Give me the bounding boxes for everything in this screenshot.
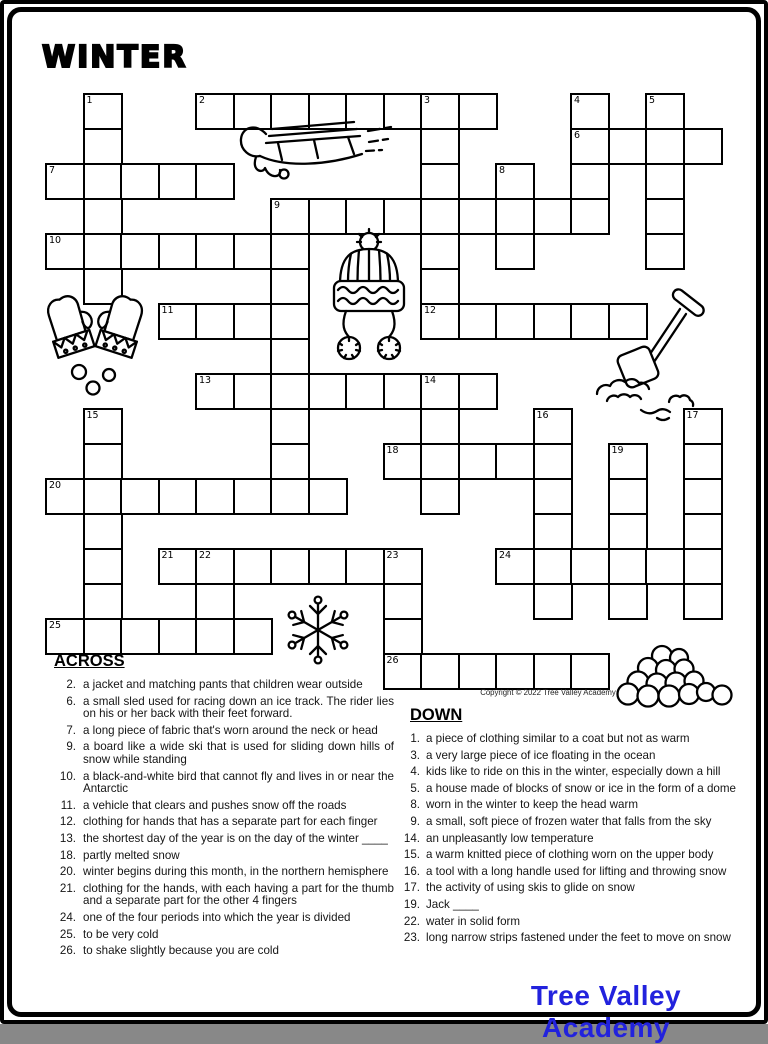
cell-number: 8 [499,164,506,176]
grid-cell[interactable] [195,163,235,201]
grid-cell[interactable] [683,443,723,481]
grid-cell[interactable] [533,513,573,551]
clue-text: a tool with a long handle used for lifting and throwing snow [426,864,727,878]
clue-item [50,945,394,958]
grid-cell[interactable] [83,268,123,306]
grid-cell[interactable] [383,93,423,131]
clue-text: winter begins during this month, in the northern hemisphere [83,865,389,879]
grid-cell[interactable] [458,93,498,131]
grid-cell[interactable] [270,478,310,516]
clue-item [50,929,394,942]
clue-number: 10. [59,769,76,783]
grid-cell[interactable] [608,128,648,166]
copyright-text: Copyright © 2022 Tree Valley Academy [480,688,616,697]
grid-cell[interactable] [195,583,235,621]
clue-item [50,741,394,766]
clue-number: 24. [59,910,76,924]
grid-cell[interactable] [645,163,685,201]
grid-cell[interactable] [570,93,610,131]
grid-cell[interactable] [645,93,685,131]
clue-number: 20. [59,865,76,879]
across-clue-list [50,679,394,958]
grid-cell[interactable] [645,548,685,586]
grid-cell[interactable] [608,478,648,516]
clue-number: 6. [66,694,76,708]
grid-cell[interactable] [683,128,723,166]
grid-cell[interactable] [233,478,273,516]
clue-item [398,799,762,812]
grid-cell[interactable] [345,548,385,586]
grid-cell[interactable] [233,303,273,341]
grid-cell[interactable] [158,478,198,516]
grid-cell[interactable] [45,163,85,201]
grid-cell[interactable] [383,198,423,236]
grid-cell[interactable] [495,163,535,201]
grid-cell[interactable] [83,548,123,586]
cell-number: 2 [199,94,206,106]
grid-cell[interactable] [233,233,273,271]
grid-cell[interactable] [195,548,235,586]
grid-cell[interactable] [458,443,498,481]
cell-number: 21 [161,549,174,561]
down-clue-list [398,733,762,945]
grid-cell[interactable] [495,198,535,236]
grid-cell[interactable] [533,653,573,691]
grid-cell[interactable] [383,548,423,586]
cell-number: 23 [386,549,399,561]
clue-text: a small, soft piece of frozen water that falls from the sky [426,814,712,828]
clue-number: 11. [60,798,76,812]
clue-number: 12. [59,815,76,829]
grid-cell[interactable] [683,548,723,586]
cell-number: 14 [424,374,437,386]
clue-text: a black-and-white bird that cannot fly and lives in or near the Antarctic [83,769,394,796]
grid-cell[interactable] [683,583,723,621]
grid-cell[interactable] [120,478,160,516]
grid-cell[interactable] [45,233,85,271]
clue-number: 22. [403,914,420,928]
across-clues-section [50,652,394,962]
grid-cell[interactable] [45,478,85,516]
clue-text: the activity of using skis to glide on snow [426,881,635,895]
cell-number: 6 [574,129,581,141]
clue-text: water in solid form [426,914,521,928]
clue-text: worn in the winter to keep the head warm [426,798,639,812]
grid-cell[interactable] [420,443,460,481]
grid-cell[interactable] [495,653,535,691]
cell-number: 18 [386,444,399,456]
cell-number: 9 [274,199,281,211]
grid-cell[interactable] [270,408,310,446]
cell-number: 1 [86,94,93,106]
grid-cell[interactable] [533,303,573,341]
cell-number: 11 [161,304,174,316]
grid-cell[interactable] [458,303,498,341]
grid-cell[interactable] [458,373,498,411]
grid-cell[interactable] [270,338,310,376]
grid-cell[interactable] [83,478,123,516]
grid-cell[interactable] [570,303,610,341]
clue-number: 8. [410,798,420,812]
clue-text: a house made of blocks of snow or ice in the form of a dome [426,781,736,795]
down-clues-section [398,706,762,949]
brand-footer: Tree Valley Academy [530,980,682,1043]
grid-cell[interactable] [420,198,460,236]
grid-cell[interactable] [420,303,460,341]
grid-cell[interactable] [420,163,460,201]
grid-cell[interactable] [233,548,273,586]
cell-number: 4 [574,94,581,106]
grid-cell[interactable] [270,443,310,481]
grid-cell[interactable] [495,303,535,341]
clue-text: partly melted snow [83,848,180,862]
clue-number: 9. [410,814,420,828]
grid-cell[interactable] [495,443,535,481]
clue-item [50,696,394,721]
page-title: WINTER [42,40,188,75]
grid-cell[interactable] [533,198,573,236]
grid-cell[interactable] [458,198,498,236]
clue-number: 21. [59,881,76,895]
clue-text: a very large piece of ice floating in the ocean [426,748,656,762]
grid-cell[interactable] [683,478,723,516]
grid-cell[interactable] [308,373,348,411]
clue-text: a long piece of fabric that's worn around the neck or head [83,723,378,737]
grid-cell[interactable] [308,548,348,586]
clue-number: 9. [66,740,76,754]
cell-number: 17 [686,409,699,421]
grid-cell[interactable] [308,478,348,516]
clue-item [50,816,394,829]
grid-cell[interactable] [533,583,573,621]
cell-number: 16 [536,409,549,421]
clue-text: a jacket and matching pants that children wear outside [83,678,363,691]
grid-cell[interactable] [645,128,685,166]
grid-cell[interactable] [83,93,123,131]
grid-cell[interactable] [158,303,198,341]
clue-number: 19. [403,897,420,911]
grid-cell[interactable] [195,93,235,131]
clue-item [50,725,394,738]
grid-cell[interactable] [83,128,123,166]
clue-number: 17. [403,881,420,895]
grid-cell[interactable] [270,268,310,306]
clue-number: 1. [410,732,420,745]
grid-cell[interactable] [233,373,273,411]
grid-cell[interactable] [495,548,535,586]
grid-cell[interactable] [270,548,310,586]
cell-number: 22 [199,549,212,561]
grid-cell[interactable] [533,443,573,481]
cell-number: 13 [199,374,212,386]
clue-item [398,833,762,846]
grid-cell[interactable] [83,443,123,481]
grid-cell[interactable] [420,233,460,271]
clue-item [50,833,394,846]
clue-item [398,866,762,879]
clue-number: 18. [59,848,76,862]
grid-cell[interactable] [158,233,198,271]
clue-item [398,916,762,929]
grid-cell[interactable] [420,653,460,691]
grid-cell[interactable] [570,128,610,166]
clue-number: 7. [66,723,76,737]
grid-cell[interactable] [158,618,198,656]
clue-item [50,800,394,813]
grid-cell[interactable] [383,373,423,411]
grid-cell[interactable] [495,233,535,271]
grid-cell[interactable] [533,478,573,516]
grid-cell[interactable] [195,303,235,341]
grid-cell[interactable] [195,233,235,271]
grid-cell[interactable] [83,198,123,236]
clue-number: 25. [59,927,76,941]
clue-number: 15. [403,848,420,862]
grid-cell[interactable] [383,618,423,656]
cell-number: 25 [49,619,62,631]
grid-cell[interactable] [420,128,460,166]
clue-text: long narrow strips fastened under the feet to move on snow [426,931,731,945]
grid-cell[interactable] [420,373,460,411]
clue-number: 26. [59,944,76,958]
clue-item [50,866,394,879]
grid-cell[interactable] [420,93,460,131]
grid-cell[interactable] [683,513,723,551]
cell-number: 20 [49,479,62,491]
clue-item [50,883,394,908]
grid-cell[interactable] [83,163,123,201]
clue-item [50,771,394,796]
clue-item [50,912,394,925]
clue-item [398,882,762,895]
grid-cell[interactable] [608,583,648,621]
clue-text: one of the four periods into which the year is divided [83,910,351,924]
clue-item [50,679,394,692]
clue-text: Jack ____ [426,897,479,911]
grid-cell[interactable] [533,408,573,446]
grid-cell[interactable] [458,653,498,691]
grid-cell[interactable] [570,548,610,586]
clue-text: a warm knitted piece of clothing worn on the upper body [426,848,714,862]
clue-text: an unpleasantly low temperature [426,831,594,845]
grid-cell[interactable] [345,373,385,411]
grid-cell[interactable] [45,618,85,656]
clue-text: a small sled used for racing down an ice track. The rider lies on his or her back with their feet forward. [83,694,394,721]
grid-cell[interactable] [270,373,310,411]
clue-item [398,783,762,796]
grid-cell[interactable] [270,93,310,131]
cell-number: 26 [386,654,399,666]
clue-item [398,899,762,912]
clue-text: clothing for the hands, with each having a part for the thumb and a separate part for the other 4 fingers [83,881,394,908]
clue-number: 3. [410,748,420,762]
grid-cell[interactable] [83,233,123,271]
grid-cell[interactable] [83,583,123,621]
grid-cell[interactable] [645,233,685,271]
clue-item [398,932,762,945]
clue-text: to shake slightly because you are cold [83,944,279,958]
grid-cell[interactable] [420,268,460,306]
cell-number: 3 [424,94,431,106]
across-heading: ACROSS [54,652,125,670]
clue-number: 2. [66,678,76,691]
grid-cell[interactable] [608,303,648,341]
clue-number: 23. [403,931,420,945]
grid-cell[interactable] [158,548,198,586]
clue-text: kids like to ride on this in the winter, especially down a hill [426,765,721,779]
grid-cell[interactable] [158,163,198,201]
cell-number: 12 [424,304,437,316]
grid-cell[interactable] [608,513,648,551]
clue-number: 16. [403,864,420,878]
grid-cell[interactable] [608,443,648,481]
cell-number: 15 [86,409,99,421]
grid-cell[interactable] [420,478,460,516]
grid-cell[interactable] [533,548,573,586]
grid-cell[interactable] [83,618,123,656]
clue-item [398,733,762,746]
cell-number: 24 [499,549,512,561]
grid-cell[interactable] [195,373,235,411]
grid-cell[interactable] [383,443,423,481]
down-heading: DOWN [410,706,463,724]
clue-item [398,849,762,862]
clue-item [50,850,394,863]
cell-number: 19 [611,444,624,456]
cell-number: 5 [649,94,656,106]
cell-number: 7 [49,164,56,176]
grid-cell[interactable] [120,618,160,656]
grid-cell[interactable] [345,198,385,236]
clue-number: 14. [403,831,420,845]
grid-cell[interactable] [270,198,310,236]
grid-cell[interactable] [645,198,685,236]
grid-cell[interactable] [270,303,310,341]
grid-cell[interactable] [83,408,123,446]
grid-cell[interactable] [570,198,610,236]
clue-number: 4. [410,765,420,779]
grid-cell[interactable] [308,93,348,131]
clue-text: a vehicle that clears and pushes snow off the roads [83,798,347,812]
grid-cell[interactable] [270,233,310,271]
clue-number: 5. [410,781,420,795]
grid-cell[interactable] [608,548,648,586]
clue-text: the shortest day of the year is on the day of the winter ____ [83,831,388,845]
grid-cell[interactable] [120,163,160,201]
grid-cell[interactable] [308,198,348,236]
clue-number: 13. [59,831,76,845]
grid-cell[interactable] [195,478,235,516]
clue-text: a board like a wide ski that is used for sliding down hills of snow while standing [83,740,394,766]
grid-cell[interactable] [233,618,273,656]
grid-cell[interactable] [83,513,123,551]
grid-cell[interactable] [383,583,423,621]
clue-text: a piece of clothing similar to a coat but not as warm [426,732,690,745]
grid-cell[interactable] [570,653,610,691]
grid-cell[interactable] [233,93,273,131]
clue-text: clothing for hands that has a separate part for each finger [83,815,378,829]
grid-cell[interactable] [683,408,723,446]
grid-cell[interactable] [570,163,610,201]
clue-text: to be very cold [83,927,159,941]
grid-cell[interactable] [195,618,235,656]
grid-cell[interactable] [120,233,160,271]
clue-item [398,766,762,779]
clue-item [398,750,762,763]
clue-item [398,816,762,829]
grid-cell[interactable] [345,93,385,131]
grid-cell[interactable] [420,408,460,446]
cell-number: 10 [49,234,62,246]
